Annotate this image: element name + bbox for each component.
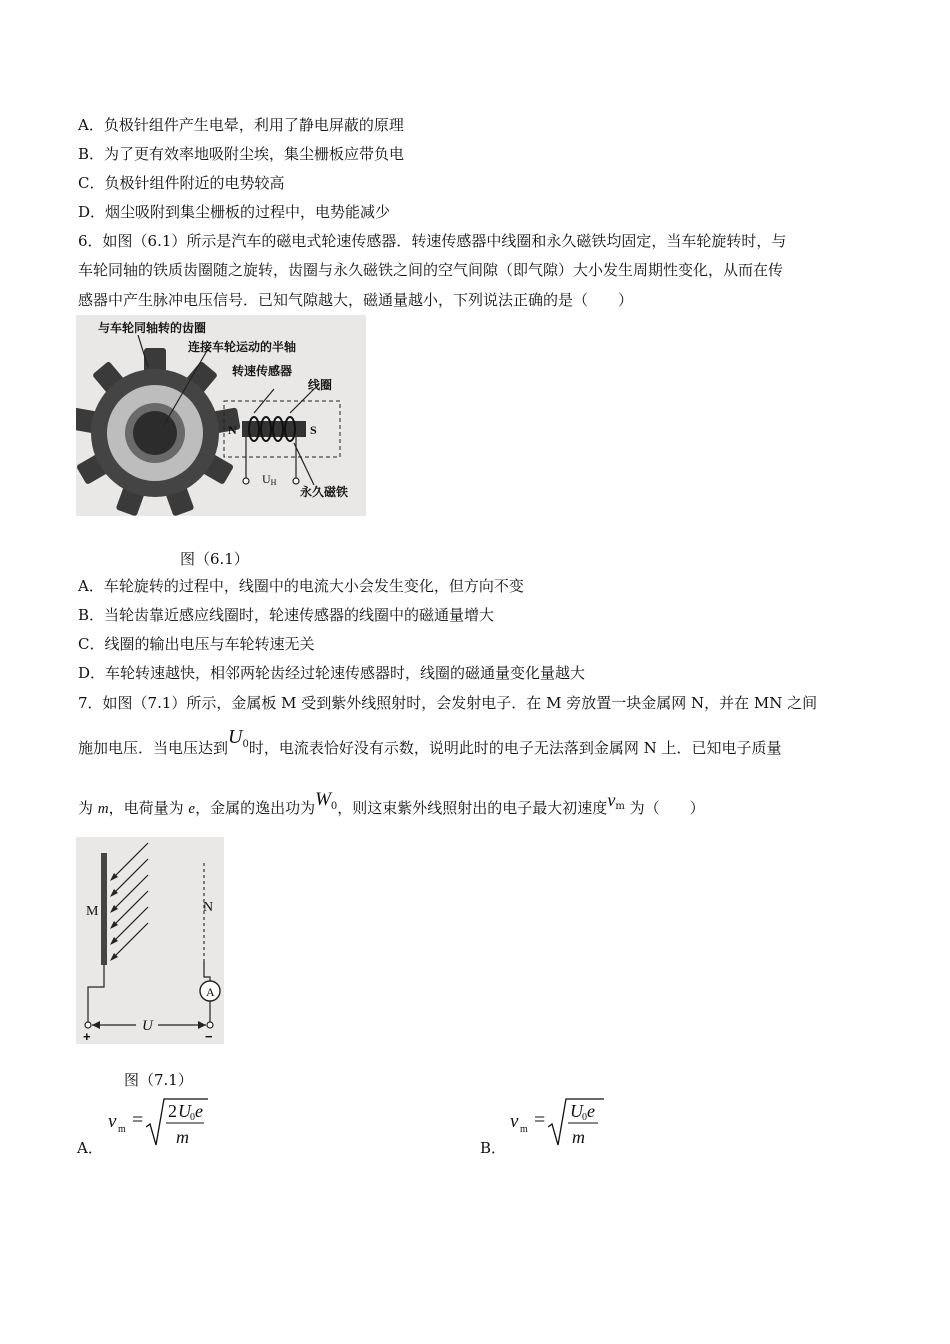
label-n: N — [203, 900, 214, 915]
terminal-right — [293, 478, 299, 484]
label-ammeter: A — [206, 985, 215, 999]
label-m: M — [86, 904, 99, 919]
arrowhead-right — [198, 1021, 206, 1029]
label-north: N — [228, 423, 237, 437]
wire-left — [88, 965, 104, 1025]
q5-option-b: B．为了更有效率地吸附尘埃，集尘栅板应带负电 — [78, 145, 405, 163]
wire-right-top — [204, 961, 210, 981]
photoelectric-circuit-diagram — [76, 837, 224, 1044]
q5-option-d: D．烟尘吸附到集尘栅板的过程中，电势能减少 — [78, 203, 391, 221]
label-south: S — [310, 423, 317, 437]
q6-option-c: C．线圈的输出电压与车轮转速无关 — [78, 635, 315, 653]
label-voltage: UH — [262, 472, 277, 487]
label-u: U — [142, 1018, 153, 1034]
q7-option-a-formula: v m = 2 U 0 e m — [106, 1097, 216, 1157]
wheel-speed-sensor-diagram — [76, 315, 366, 516]
axle — [133, 411, 177, 455]
label-coil: 线圈 — [308, 378, 333, 392]
label-sensor: 转速传感器 — [232, 364, 293, 378]
figure-7-1-caption: 图（7.1） — [124, 1071, 193, 1089]
arrowhead-left — [92, 1021, 100, 1029]
terminal-negative — [207, 1022, 213, 1028]
label-magnet: 永久磁铁 — [300, 485, 349, 499]
label-gear: 与车轮同轴转的齿圈 — [98, 321, 207, 335]
q7-stem-line2: 施加电压．当电压达到$U^0$时，电流表恰好没有示数，说明此时的电子无法落到金属网 N 上．已知电子质量 — [78, 726, 782, 757]
q6-option-b: B．当轮齿靠近感应线圈时，轮速传感器的线圈中的磁通量增大 — [78, 606, 495, 624]
q7-stem-line1: 7．如图（7.1）所示，金属板 M 受到紫外线照射时，会发射电子．在 M 旁放置一块金属网 N，并在 MN 之间 — [78, 694, 818, 712]
q6-stem-line3: 感器中产生脉冲电压信号．已知气隙越大，磁通量越小，下列说法正确的是（ ） — [78, 291, 634, 309]
q6-stem-line1: 6．如图（6.1）所示是汽车的磁电式轮速传感器．转速传感器中线圈和永久磁铁均固定，当车轮旋转时，与 — [78, 232, 787, 250]
q7-option-b-letter: B． — [480, 1139, 507, 1157]
label-axle: 连接车轮运动的半轴 — [188, 340, 297, 354]
uv-arrowheads — [110, 873, 118, 961]
terminal-positive — [85, 1022, 91, 1028]
leader-sensor — [254, 389, 274, 413]
terminal-left — [243, 478, 249, 484]
figure-6-1 — [76, 315, 366, 516]
q6-stem-line2: 车轮同轴的铁质齿圈随之旋转，齿圈与永久磁铁之间的空气间隙（即气隙）大小发生周期性变化，从而在传 — [78, 261, 784, 279]
figure-7-1 — [76, 837, 224, 1044]
q7-stem-line3: 为 m，电荷量为 e，金属的逸出功为$W^0$，则这束紫外线照射出的电子最大初速度$v^m$ 为（ ） — [78, 789, 705, 817]
q7-option-a-letter: A． — [77, 1139, 103, 1157]
q5-option-c: C．负极针组件附近的电势较高 — [78, 174, 285, 192]
metal-plate-m — [101, 853, 107, 965]
q6-option-d: D．车轮转速越快，相邻两轮齿经过轮速传感器时，线圈的磁通量变化量越大 — [78, 664, 586, 682]
label-minus: − — [205, 1029, 213, 1044]
q5-option-a: A．负极针组件产生电晕，利用了静电屏蔽的原理 — [78, 116, 404, 134]
uv-rays — [112, 843, 148, 959]
q7-option-b-formula: v m = U 0 e m — [508, 1097, 618, 1157]
figure-6-1-caption: 图（6.1） — [180, 550, 249, 568]
label-plus: + — [83, 1029, 91, 1044]
q6-option-a: A．车轮旋转的过程中，线圈中的电流大小会发生变化，但方向不变 — [78, 577, 524, 595]
